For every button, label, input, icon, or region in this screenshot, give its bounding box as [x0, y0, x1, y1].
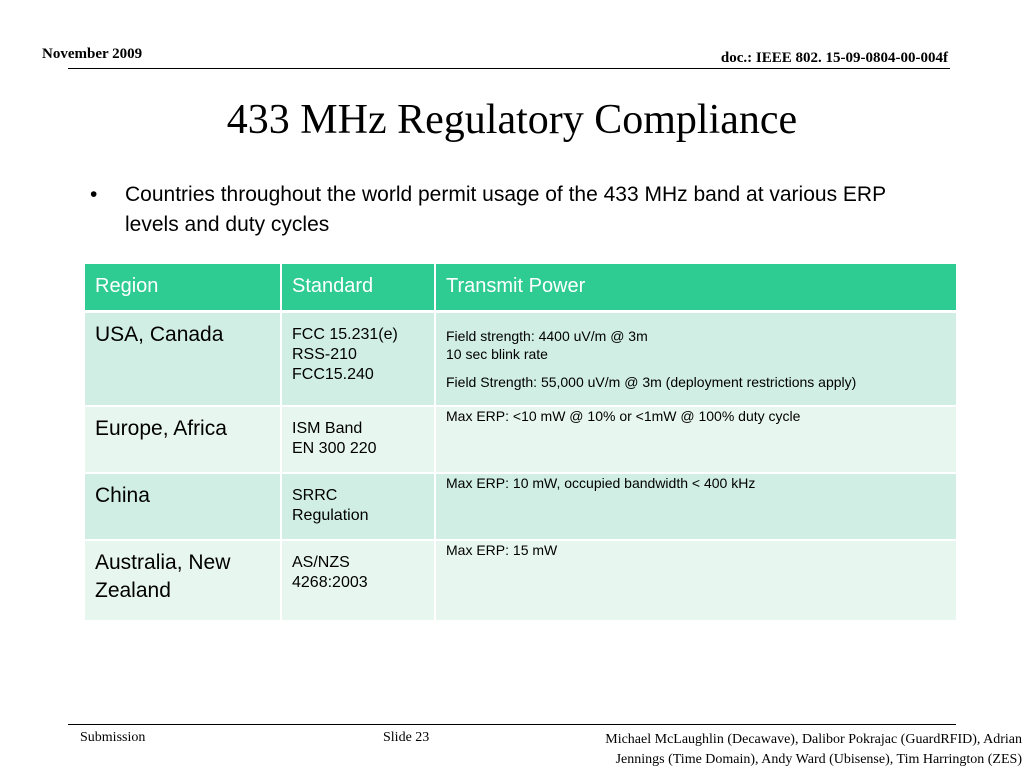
standard-line: SRRC	[292, 487, 338, 504]
standard-line: AS/NZS	[292, 554, 350, 571]
power-line: Field strength: 4400 uV/m @ 3m	[446, 327, 648, 344]
cell-standard	[281, 406, 435, 473]
cell-region: USA, Canada	[85, 311, 281, 406]
cell-standard	[281, 311, 435, 406]
power-line: Max ERP: 10 mW, occupied bandwidth < 400 kHz	[446, 475, 756, 491]
bullet-point	[90, 180, 940, 240]
power-line: Max ERP: 15 mW	[446, 542, 558, 558]
cell-transmit-power	[435, 473, 956, 540]
regulatory-table	[85, 264, 956, 622]
standard-line: EN 300 220	[292, 440, 377, 457]
standard-line: ISM Band	[292, 420, 363, 437]
cell-region: Australia, New Zealand	[85, 540, 281, 621]
table-row	[85, 473, 956, 540]
column-header-standard: Standard	[281, 264, 435, 311]
cell-transmit-power	[435, 406, 956, 473]
cell-transmit-power	[435, 540, 956, 621]
table-row	[85, 540, 956, 621]
table-row	[85, 311, 956, 406]
standard-line: RSS-210	[292, 345, 357, 363]
table-row	[85, 406, 956, 473]
footer-authors-line: Jennings (Time Domain), Andy Ward (Ubisense), Tim Harrington (ZES)	[615, 752, 1022, 767]
cell-standard	[281, 540, 435, 621]
column-header-region: Region	[85, 264, 281, 311]
table-header-row	[85, 264, 956, 311]
slide-title: 433 MHz Regulatory Compliance	[226, 97, 798, 143]
bullet-text: Countries throughout the world permit usage of the 433 MHz band at various ERP levels and duty cycles	[125, 183, 886, 236]
power-line: Field Strength: 55,000 uV/m @ 3m (deployment restrictions apply)	[446, 373, 857, 390]
column-header-transmit-power: Transmit Power	[435, 264, 956, 311]
standard-line: FCC15.240	[292, 365, 374, 383]
footer-divider	[68, 724, 956, 725]
header-divider	[68, 68, 950, 69]
cell-region: China	[85, 473, 281, 540]
power-line: Max ERP: <10 mW @ 10% or <1mW @ 100% duty cycle	[446, 408, 801, 424]
cell-transmit-power	[435, 311, 956, 406]
footer-slide-number: Slide 23	[383, 730, 430, 745]
footer-authors-line: Michael McLaughlin (Decawave), Dalibor Pokrajac (GuardRFID), Adrian	[605, 732, 1022, 747]
header-doc-id: doc.: IEEE 802. 15-09-0804-00-004f	[720, 50, 948, 66]
power-line: 10 sec blink rate	[446, 345, 548, 362]
bullet-marker: •	[90, 183, 98, 206]
header-date: November 2009	[42, 46, 143, 62]
cell-region: Europe, Africa	[85, 406, 281, 473]
standard-line: Regulation	[292, 507, 369, 524]
standard-line: FCC 15.231(e)	[292, 325, 398, 343]
footer-authors	[502, 730, 1022, 768]
cell-standard	[281, 473, 435, 540]
footer-submission: Submission	[80, 730, 146, 745]
standard-line: 4268:2003	[292, 574, 368, 591]
